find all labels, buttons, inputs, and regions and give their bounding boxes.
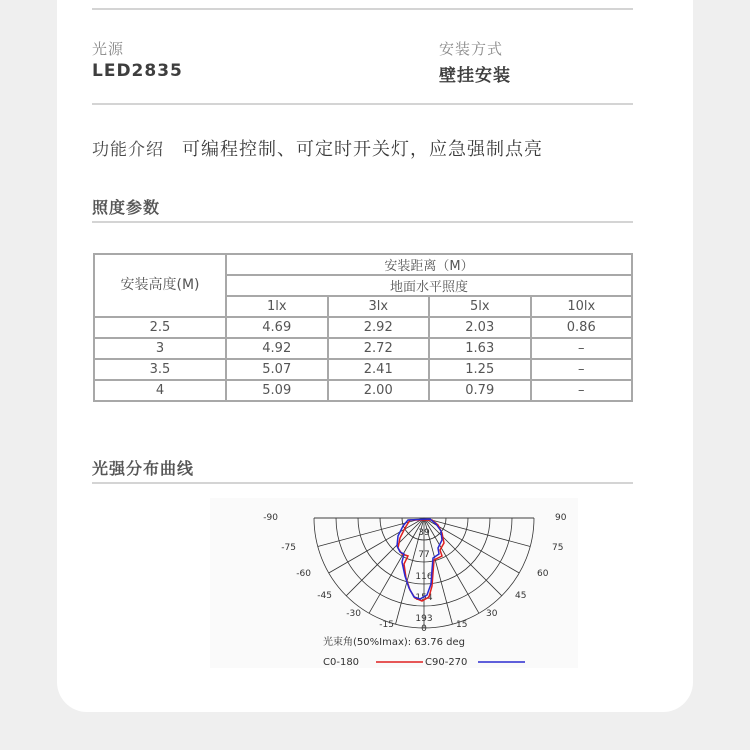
- function-label: 功能介绍: [92, 140, 164, 160]
- distribution-title: 光强分布曲线: [92, 459, 195, 478]
- radial-label: 39: [418, 528, 430, 538]
- radial-label: 77: [418, 550, 430, 560]
- angle-label: 45: [515, 591, 527, 601]
- radial-label: 154: [415, 593, 433, 603]
- angle-label: -30: [346, 609, 361, 619]
- install-method-value: 壁挂安装: [439, 66, 511, 86]
- table-header-row: [94, 254, 632, 275]
- table-cell: 0.79: [429, 380, 531, 401]
- radial-label: 116: [415, 572, 433, 582]
- column-header: 10lx: [531, 296, 633, 317]
- angle-label: 30: [486, 609, 498, 619]
- distance-header: 安装距离（M）: [226, 254, 632, 275]
- height-cell: 3.5: [94, 359, 226, 380]
- table-cell: 0.86: [531, 317, 633, 338]
- table-cell: 2.92: [328, 317, 430, 338]
- divider: [92, 103, 633, 105]
- install-method-label: 安装方式: [439, 40, 504, 58]
- column-header: 3lx: [328, 296, 430, 317]
- radial-label: 193: [415, 614, 433, 624]
- table-corner-header: 安装高度(M): [94, 254, 226, 317]
- light-source-value: LED2835: [92, 61, 183, 81]
- height-cell: 2.5: [94, 317, 226, 338]
- height-cell: 3: [94, 338, 226, 359]
- horizontal-header: 地面水平照度: [226, 275, 632, 296]
- function-value: 可编程控制、可定时开关灯，应急强制点亮: [182, 139, 543, 160]
- angle-label: 75: [552, 543, 564, 553]
- angle-label: -15: [379, 620, 394, 630]
- table-cell: 5.09: [226, 380, 328, 401]
- column-header: 1lx: [226, 296, 328, 317]
- polar-chart-svg: [210, 498, 578, 668]
- spec-card: [57, 0, 693, 712]
- table-row: [94, 359, 632, 380]
- table-cell: –: [531, 359, 633, 380]
- height-cell: 4: [94, 380, 226, 401]
- table-row: [94, 380, 632, 401]
- table-cell: –: [531, 338, 633, 359]
- angle-label: 15: [456, 620, 468, 630]
- table-cell: 2.03: [429, 317, 531, 338]
- table-row: [94, 317, 632, 338]
- table-cell: 1.25: [429, 359, 531, 380]
- function-row: [92, 135, 543, 161]
- table-cell: 2.00: [328, 380, 430, 401]
- angle-label: 90: [555, 513, 567, 523]
- table-cell: 2.72: [328, 338, 430, 359]
- angle-label: -60: [296, 569, 311, 579]
- table-cell: 4.69: [226, 317, 328, 338]
- divider: [92, 8, 633, 10]
- column-header: 5lx: [429, 296, 531, 317]
- legend-label-c90: C90-270: [425, 657, 468, 668]
- angle-label: 0: [421, 624, 427, 634]
- table-cell: 4.92: [226, 338, 328, 359]
- divider: [92, 482, 633, 484]
- illuminance-title: 照度参数: [92, 198, 161, 217]
- polar-distribution-chart: [210, 498, 578, 668]
- angle-label: -45: [317, 591, 332, 601]
- illuminance-table: [93, 253, 633, 402]
- angle-label: -90: [263, 513, 278, 523]
- legend-label-c0: C0-180: [323, 657, 360, 668]
- table-row: [94, 338, 632, 359]
- light-source-label: 光源: [92, 40, 125, 58]
- table-cell: 1.63: [429, 338, 531, 359]
- angle-label: -75: [281, 543, 296, 553]
- beam-angle-text: 光束角(50%Imax): 63.76 deg: [323, 637, 465, 648]
- table-cell: 2.41: [328, 359, 430, 380]
- table-cell: –: [531, 380, 633, 401]
- table-cell: 5.07: [226, 359, 328, 380]
- angle-label: 60: [537, 569, 549, 579]
- divider: [92, 221, 633, 223]
